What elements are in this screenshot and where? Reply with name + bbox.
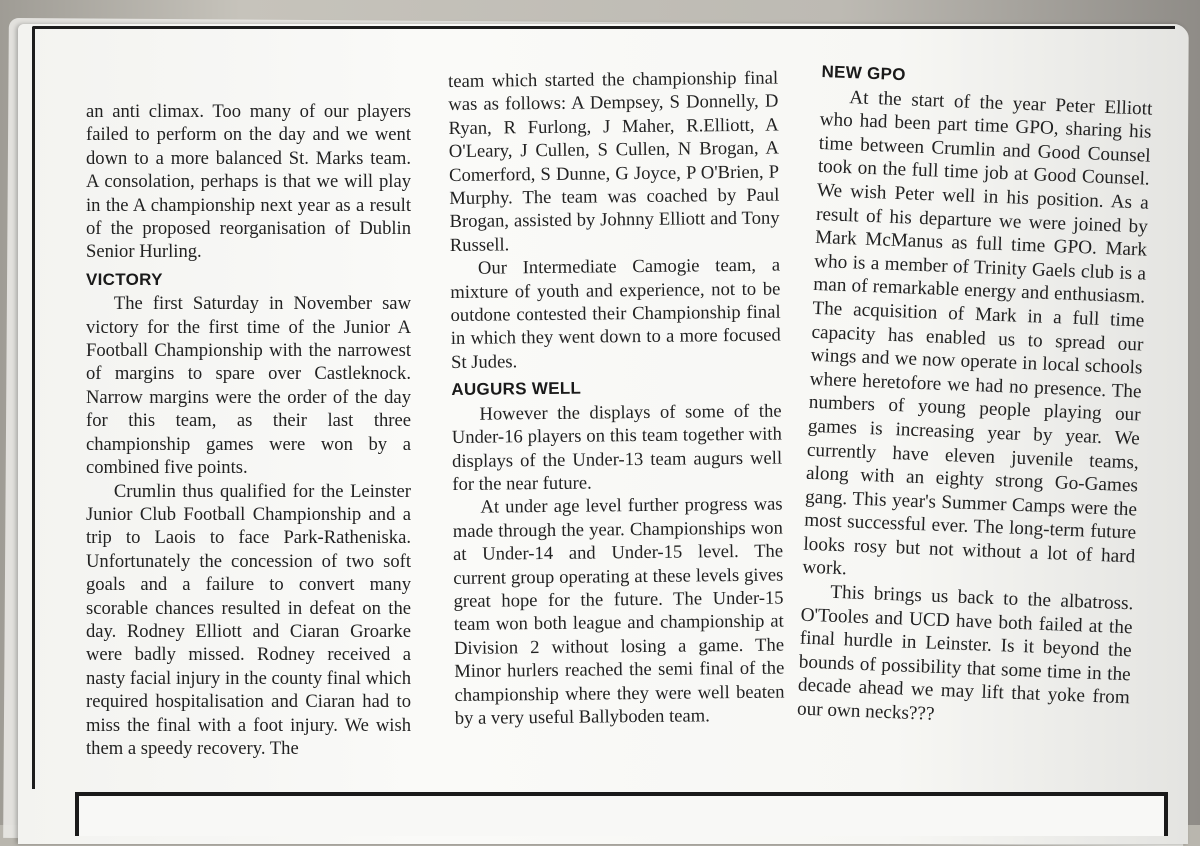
text-column-3	[797, 60, 1154, 734]
paragraph-crumlin: Crumlin thus qualified for the Leinster Junior Club Football Championship and a trip to Laois to face Park-Ratheniska. Unfortunately the concession of two soft goals and a failure to convert many scorable chances resulted in defeat on the day. Rodney Elliott and Ciaran Groarke were badly missed. Rodney received a nasty facial injury in the county final which required hospitalisation and Ciaran had to miss the final with a foot injury. We wish them a speedy recovery. The	[86, 480, 411, 759]
paragraph-team: team which started the championship final was as follows: A Dempsey, S Donnelly, D Ryan, R Furlong, J Maher, R.Elliott, A O'Leary, J Cullen, S Cullen, N Brogan, A Comerford, S Dunne, G Joyce, P O'Brien, P Murphy. The team was coached by Paul Brogan, assisted by Johnny Elliott and Tony Russell.	[448, 67, 780, 256]
paragraph-camogie: Our Intermediate Camogie team, a mixture of youth and experience, not to be outdone contested their Championship final in which they went down to a more focused St Judes.	[450, 254, 781, 373]
paragraph-victory: The first Saturday in November saw victory for the first time of the Junior A Football Championship with the narrowest of margins to spare over Castleknock. Narrow margins were the order of the day for this team, as their last three championship games were won by a combined five points.	[86, 293, 411, 479]
paragraph-gpo: At the start of the year Peter Elliott who had been part time GPO, sharing his time between Crumlin and Good Counsel took on the full time job at Good Counsel. We wish Peter well in his position. As a result of his departure we were joined by Mark McManus as full time GPO. Mark who is a member of Trinity Gaels club is a man of remarkable energy and enthusiasm. The acquisition of Mark in a full time capacity has enabled us to spread our wings and we now operate in local schools where heretofore we had no presence. The numbers of young people playing our games is increasing year by year. We currently have eleven juvenile teams, along with an eighty strong Go-Games gang. This year's Summer Camps were the most successful ever. The long-term future looks rosy but not without a lot of hard work.	[802, 86, 1153, 580]
heading-augurs-well: AUGURS WELL	[451, 378, 582, 400]
heading-victory: VICTORY	[86, 269, 163, 289]
paragraph-underage: At under age level further progress was made through the year. Championships won at Under-14 and Under-15 level. The current group operating at these levels gives great hope for the future. The Under-15 team won both league and championship at Division 2 without losing a game. The Minor hurlers reached the semi final of the championship where they were well beaten by a very useful Ballyboden team.	[452, 493, 785, 729]
paragraph-augurs: However the displays of some of the Under-16 players on this team together with displays of the Under-13 team augurs well for the near future.	[451, 400, 783, 495]
heading-new-gpo: NEW GPO	[821, 61, 907, 85]
next-section-box	[75, 792, 1168, 836]
paragraph-albatross: This brings us back to the albatross. O'Tooles and UCD have both failed at the final hurdle in Leinster. Is it beyond the bounds of possibility that some time in the decade ahead we may lift that yoke from our own necks???	[796, 581, 1134, 725]
text-column-2	[448, 67, 785, 731]
paragraph-intro: an anti climax. Too many of our players failed to perform on the day and we went down to a more balanced St. Marks team. A consolation, perhaps is that we will play in the A championship next year as a result of the proposed reorganisation of Dublin Senior Hurling.	[86, 101, 411, 263]
text-column-1	[86, 100, 411, 760]
